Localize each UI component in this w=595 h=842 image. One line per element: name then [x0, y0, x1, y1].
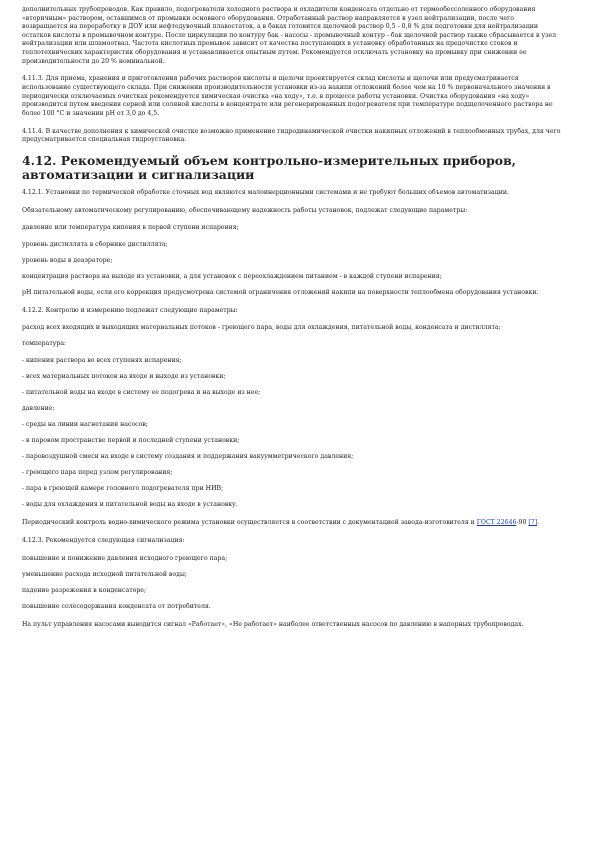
section-4-12-3-paragraph: 4.12.3. Рекомендуется следующая сигнализация: [22, 536, 185, 544]
gost-year-text: -90 [516, 519, 529, 527]
control-item: - кипения раствора во всех ступенях испарения; [22, 356, 182, 364]
auto-regulation-intro: Обязательному автоматическому регулированию, обеспечивающему надежность работы установок, подлежат следующие параметры: [22, 206, 468, 214]
control-item: - всех материальных потоков на входе и выходе из установки; [22, 372, 226, 380]
chemical-control-end: . [537, 519, 540, 527]
control-item: - пара в греющей камере головного подогревателя при НИВ; [22, 485, 224, 493]
control-item: - питательной воды на входе в систему ее подогрева и на выходе из нее; [22, 388, 261, 396]
gost-22646-link[interactable]: ГОСТ 22646 [476, 519, 517, 527]
control-item: давление: [22, 404, 55, 412]
section-4-11-3-paragraph: 4.11.3. Для приема, хранения и приготовления рабочих растворов кислоты и щелочи проектируется склад кислоты и щелочи или предусматривается использование существующего склада. При снижении производительности установки из-за накипи отложений более чем на 10 % первоначального значения в периодически отключаемых очистках рекомендуется химическая очистка «на ходу», т.е. в процессе работы установки. Очистка оборудования «на ходу» производится путем введения серной или соляной кислоты в концентрате или регенерированных подогревателя при температуре подщелоченного раствора не более 100 °С и значении pH от 3,0 до 4,5. [22, 75, 553, 117]
auto-item: давление или температура кипения в первой ступени испарения; [22, 224, 239, 232]
control-item: - паровоздушной смеси на входе в систему создания и поддержания вакуумметрического давления; [22, 453, 354, 461]
section-4-12-1-paragraph: 4.12.1. Установки по термической обработке сточных вод являются малоинерционными системами и не требуют больших объемов автоматизации. [22, 188, 509, 196]
auto-item: концентрация раствора на выходе из установки, а для установок с переохлаждением питанием - в каждой ступени испарения; [22, 272, 442, 280]
pump-signal-paragraph: На пульт управления насосами выводится сигнал «Работает», «Не работает» наиболее ответственных насосов по давлению в напорных трубопроводах. [22, 620, 524, 628]
section-4-11-4-paragraph: 4.11.4. В качестве дополнения к химической очистке возможно применение гидродинамической очистки накипных отложений в теплообменных трубах, для чего предусматривается специальная гидроустановка. [22, 127, 561, 144]
auto-item: уровень воды в деаэраторе; [22, 256, 113, 264]
section-4-12-2-paragraph: 4.12.2. Контролю и измерению подлежат следующие параметры: [22, 306, 238, 314]
signal-item: падение разрежения в конденсаторе; [22, 586, 147, 594]
control-item: - греющего пара перед узлом регулирования; [22, 469, 173, 477]
auto-item: уровень дистиллята в сборнике дистиллята; [22, 240, 168, 248]
reference-7-link[interactable]: [7] [528, 519, 538, 527]
signal-item: повышение и понижение давления исходного греющего пара; [22, 554, 228, 562]
intro-paragraph: дополнительных трубопроводов. Как правило, подогреватели холодного раствора и охладители конденсата отдельно от термообессоленного оборудования «вторичным» раствором, оставшимся от промывки основного оборудования. Отработанный раствор направляется в узел нейтрализации, после чего возвращается на переработку в ДОУ или нефтедувочный плавостаток, а в баках готовится щелочной раствор 0,5 - 0,8 % для подготовки для нейтрализации остатков кислоты в промывочном контуре. После циркуляции по контуру бак - насосы - промывочный контур - бак щелочной раствор также сбрасывается в узел нейтрализации или шламоотвал. Частота кислотных промывок зависит от качества поступающих в установку обработанных на предочистке стоков и теплотехнических характеристик оборудования и устанавливается опытным путем. Рекомендуется отключать установку на промывку при снижении ее производительности до 20 % номинальной. [22, 6, 557, 65]
control-item: - в паровом пространстве первой и последней ступени установки; [22, 437, 240, 445]
control-item: расход всех входящих и выходящих материальных потоков - греющего пара, воды для охлаждения, питательной воды, конденсата и дистиллята; [22, 324, 501, 332]
control-item: - воды для охлаждения и питательной воды на входе в установку. [22, 501, 238, 509]
chemical-control-paragraph [22, 519, 561, 528]
signal-item: повышение солесодержания конденсата от потребителя. [22, 603, 211, 611]
control-item: - среды на линии нагнетания насосов; [22, 420, 148, 428]
chemical-control-text: Периодический контроль водно-химического режима установки осуществляется в соответствии с документацией завода-изготовителя и [22, 519, 477, 527]
control-item: температура: [22, 340, 67, 348]
auto-item: pH питательной воды, если его коррекция предусмотрена системой ограничения отложений накипи на поверхности теплообмена оборудования установки. [22, 288, 539, 296]
section-4-12-heading: 4.12. Рекомендуемый объем контрольно-измерительных приборов, автоматизации и сигнализации [22, 152, 516, 182]
signal-item: уменьшение расхода исходной питательной воды; [22, 570, 187, 578]
